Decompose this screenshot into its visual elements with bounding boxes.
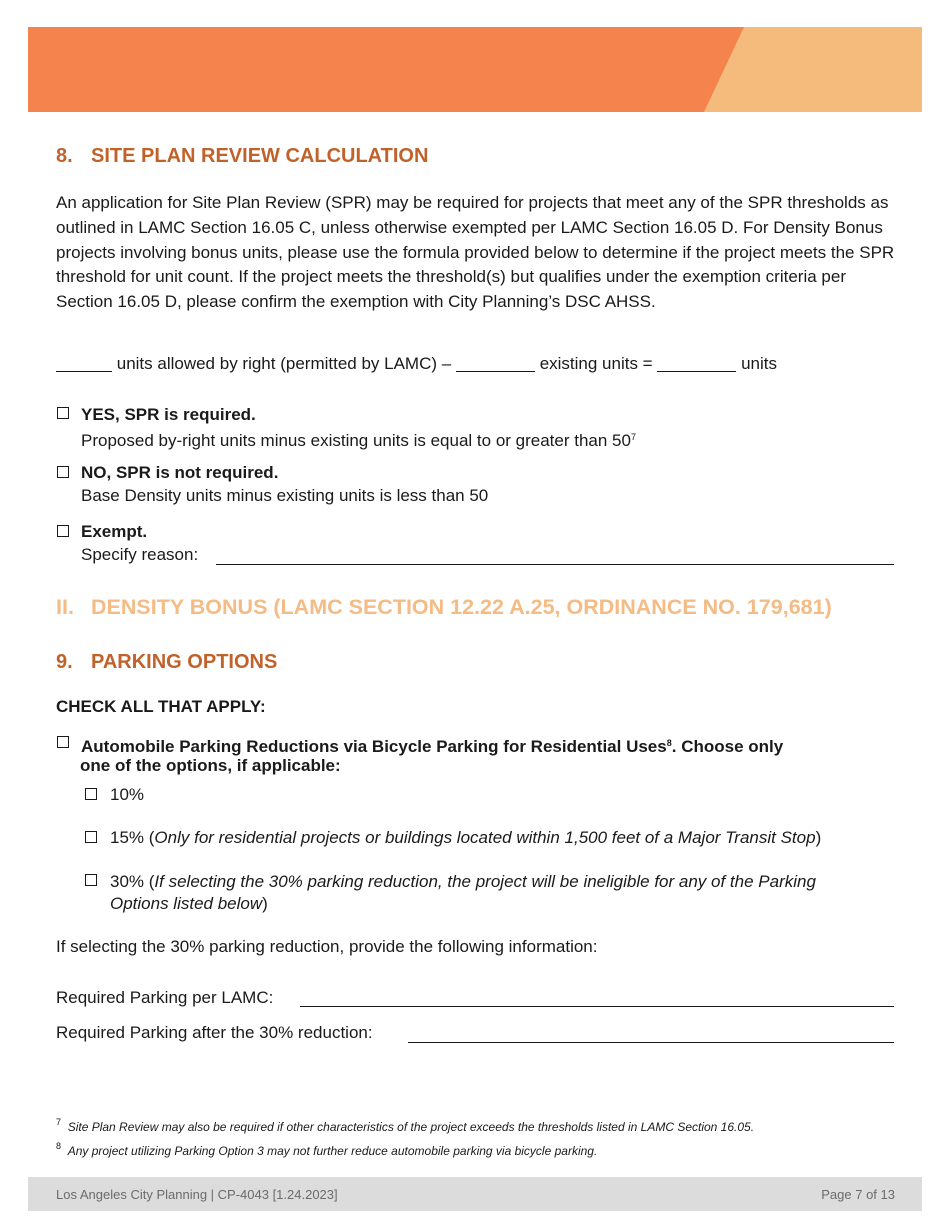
- part-2-heading: [56, 595, 832, 620]
- reduction-10-label: 10%: [110, 785, 145, 804]
- exempt-reason-field[interactable]: [216, 564, 894, 565]
- reduction-30-checkbox[interactable]: [85, 874, 97, 886]
- spr-yes-label: YES, SPR is required.: [81, 405, 256, 424]
- required-parking-lamc-field[interactable]: [300, 1006, 894, 1007]
- spr-no-label: NO, SPR is not required.: [81, 463, 279, 482]
- reduction-30-label: 30% (If selecting the 30% parking reduction, the project will be ineligible for any of the Parking: [110, 872, 816, 891]
- page-footer: [28, 1177, 922, 1211]
- header-banner: [28, 27, 922, 112]
- section-8-number: 8.: [56, 145, 73, 167]
- required-parking-reduced-field[interactable]: [408, 1042, 894, 1043]
- spr-exempt-label: Exempt.: [81, 522, 148, 541]
- exempt-reason-label: Specify reason:: [81, 545, 199, 564]
- spr-formula: [56, 352, 777, 377]
- required-parking-reduced-label: Required Parking after the 30% reduction:: [56, 1023, 373, 1042]
- spr-exempt-checkbox[interactable]: [57, 525, 69, 537]
- result-units-field[interactable]: [657, 354, 736, 372]
- footnote-8: $^8$ Any project utilizing Parking Option 3 may not further reduce automobile parking via bicycle parking.: [56, 1141, 598, 1158]
- section-9-heading: [56, 651, 277, 674]
- section-9-title: PARKING OPTIONS: [91, 651, 278, 673]
- header-banner-accent: [704, 27, 922, 112]
- section-8-heading: [56, 145, 428, 168]
- spr-yes-checkbox[interactable]: [57, 407, 69, 419]
- reduction-15-label: 15% (Only for residential projects or buildings located within 1,500 feet of a Major Transit Stop): [110, 828, 822, 847]
- required-parking-lamc-label: Required Parking per LAMC:: [56, 988, 274, 1007]
- footnote-7: $^7$ Site Plan Review may also be required if other characteristics of the project exceeds the thresholds listed in LAMC Section 16.05.: [56, 1117, 755, 1134]
- formula-part-3: units: [741, 354, 778, 373]
- spr-yes-description: Proposed by-right units minus existing units is equal to or greater than $50^7$: [81, 431, 636, 450]
- section-9-number: 9.: [56, 651, 73, 673]
- check-all-label: CHECK ALL THAT APPLY:: [56, 697, 266, 716]
- bicycle-parking-reduction-label-cont: one of the options, if applicable:: [80, 756, 341, 775]
- reduction-info-intro: If selecting the 30% parking reduction, provide the following information:: [56, 937, 598, 956]
- existing-units-field[interactable]: [456, 354, 535, 372]
- section-8-paragraph: An application for Site Plan Review (SPR) may be required for projects that meet any of the SPR thresholds as outlined in LAMC Section 16.05 C, unless otherwise exempted per LAMC Section 16.05 D. For Density Bonus projects involving bonus units, please use the formula provided below to determine if the project meets the SPR threshold for unit count. If the project meets the threshold(s) but qualifies under the exemption criteria per Section 16.05 D, please confirm the exemption with City Planning’s DSC AHSS.: [56, 193, 895, 312]
- formula-part-1: units allowed by right (permitted by LAMC) –: [116, 354, 452, 373]
- spr-no-checkbox[interactable]: [57, 466, 69, 478]
- part-2-title: DENSITY BONUS (LAMC SECTION 12.22 A.25, ORDINANCE NO. 179,681): [91, 595, 832, 619]
- footer-document-id: Los Angeles City Planning | CP-4043 [1.24.2023]: [56, 1187, 338, 1202]
- bicycle-parking-reduction-label: Automobile Parking Reductions via Bicycle Parking for Residential Uses$^8$. Choose only: [81, 737, 784, 756]
- bicycle-parking-reduction-checkbox[interactable]: [57, 736, 69, 748]
- footer-page-number: Page 7 of 13: [821, 1187, 895, 1202]
- formula-part-2: existing units =: [539, 354, 653, 373]
- spr-no-description: Base Density units minus existing units is less than 50: [81, 486, 489, 505]
- reduction-10-checkbox[interactable]: [85, 788, 97, 800]
- by-right-units-field[interactable]: [56, 354, 112, 372]
- part-2-number: II.: [56, 595, 74, 619]
- section-8-title: SITE PLAN REVIEW CALCULATION: [91, 145, 429, 167]
- reduction-15-checkbox[interactable]: [85, 831, 97, 843]
- reduction-30-label-cont: Options listed below): [110, 894, 268, 913]
